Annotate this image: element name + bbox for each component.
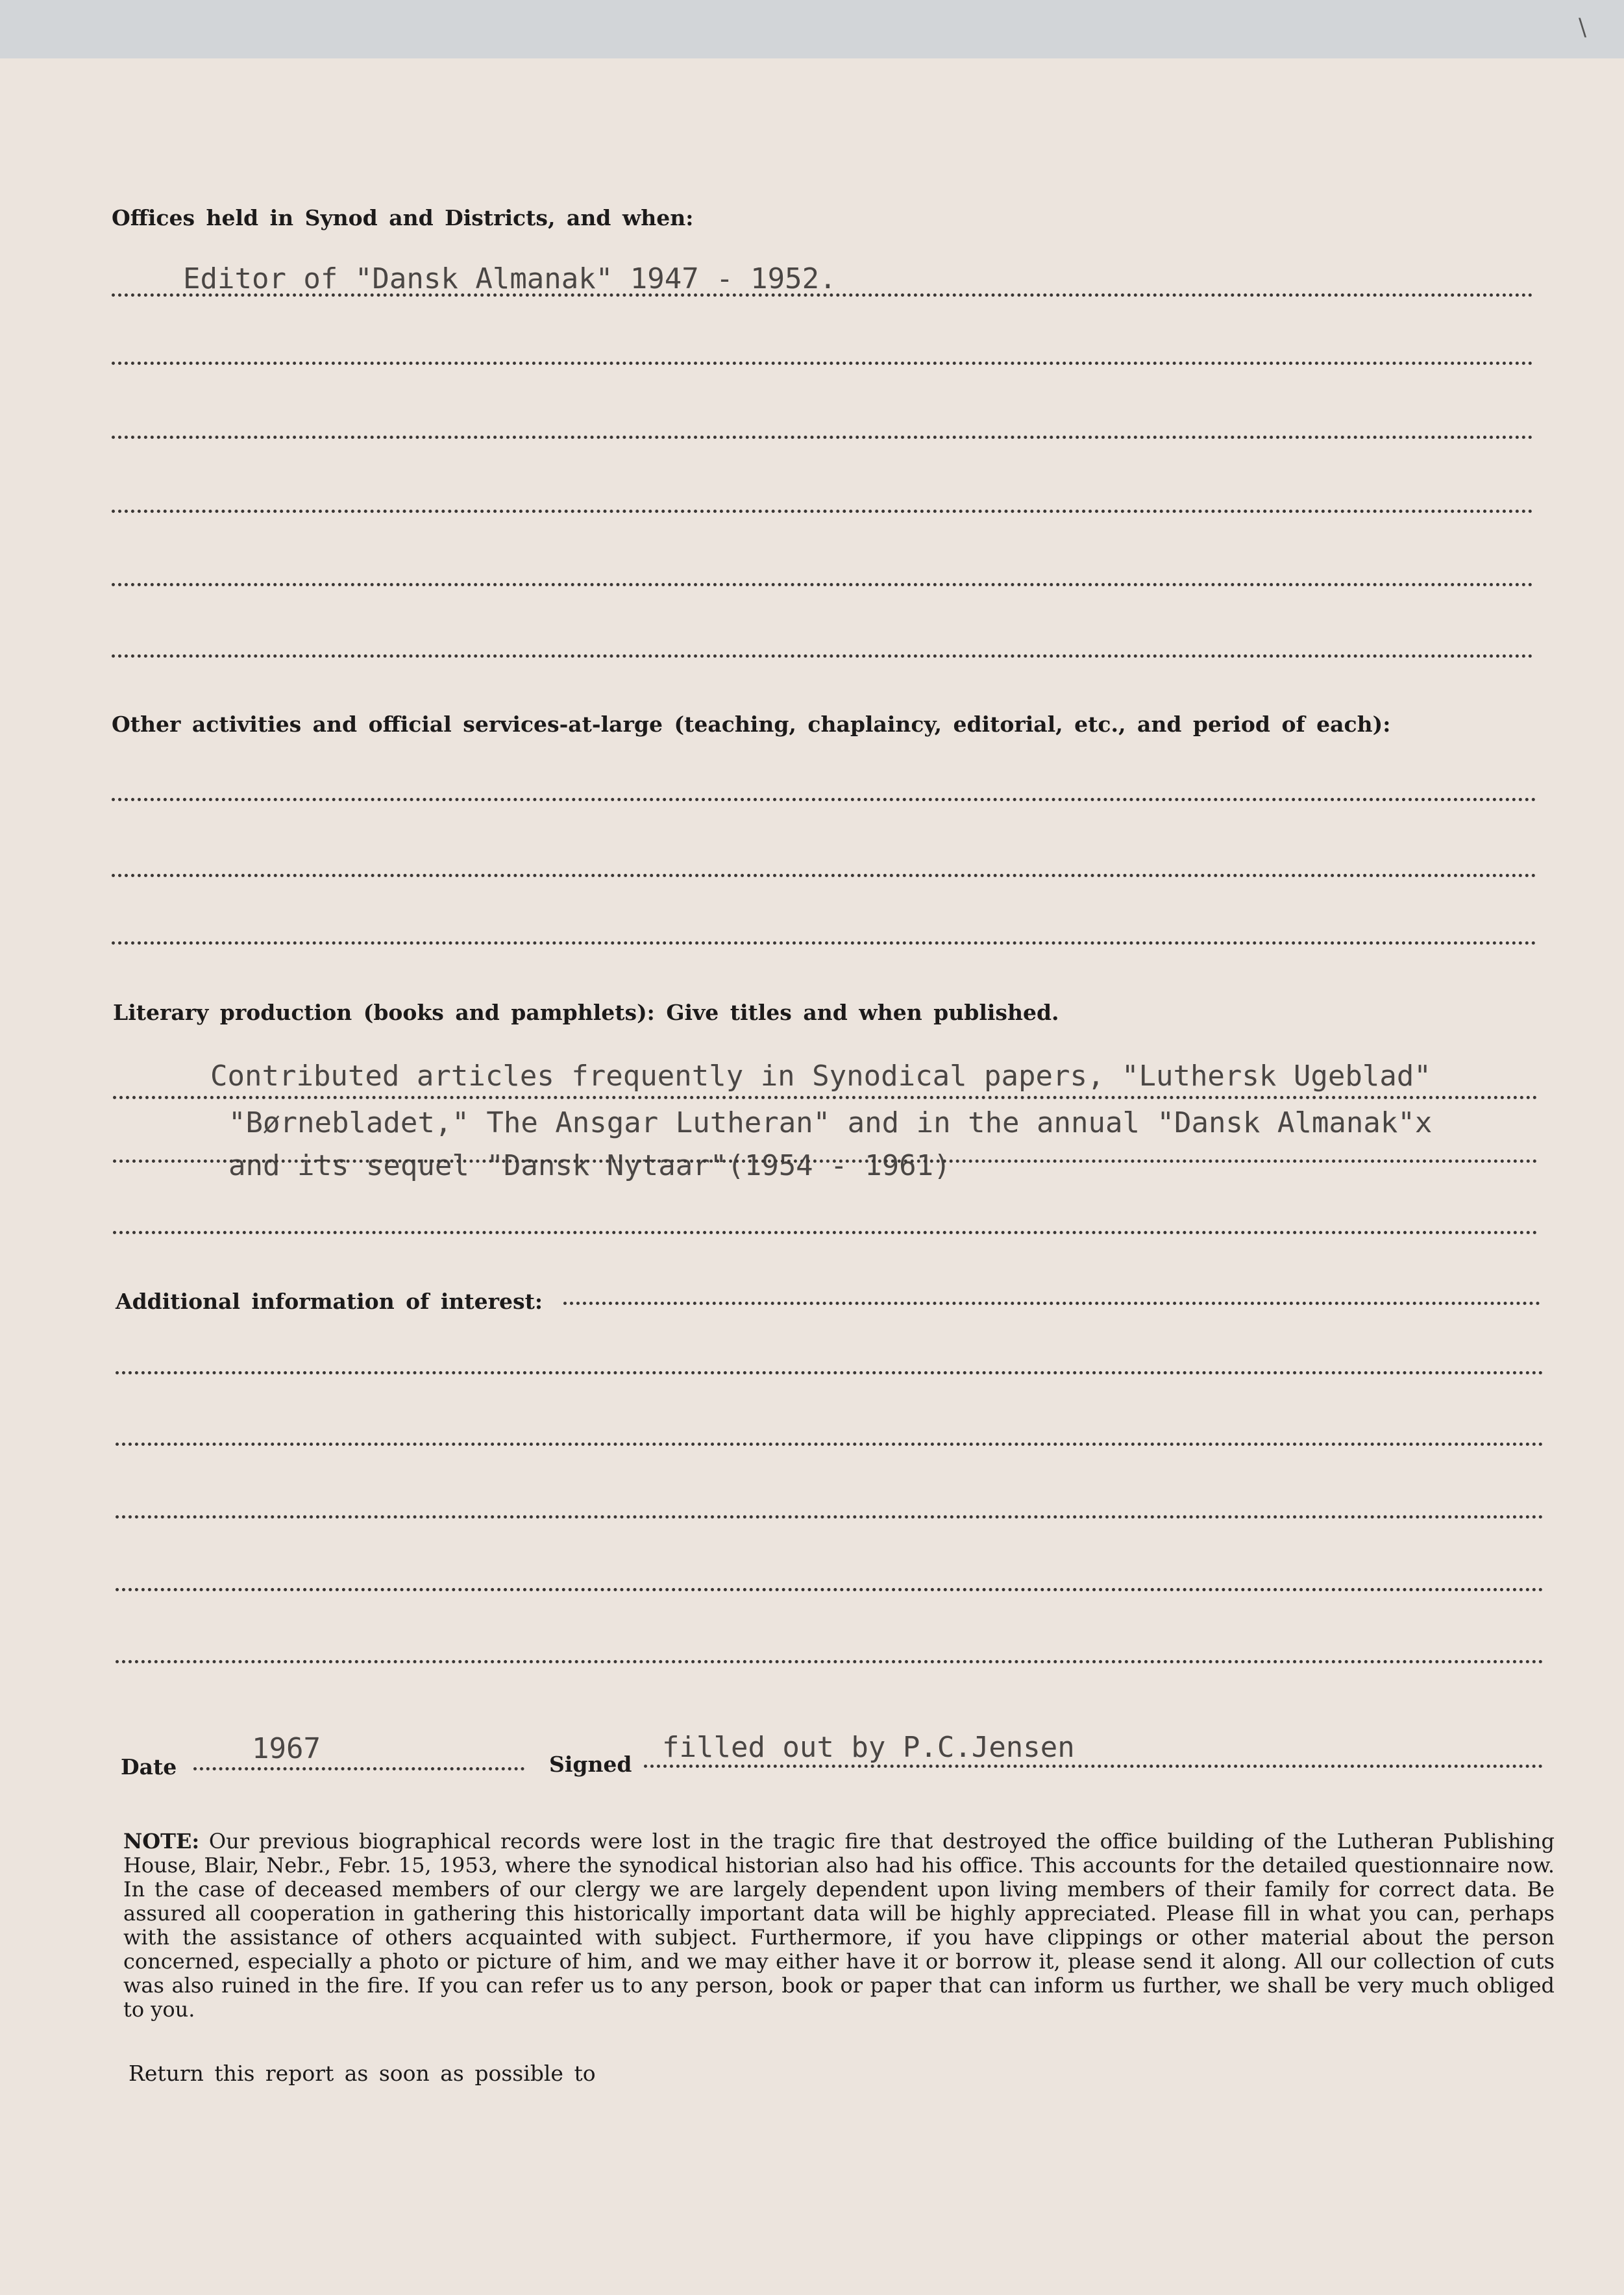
additional-line-2[interactable] [116, 1443, 1544, 1446]
additional-line-1[interactable] [116, 1371, 1544, 1374]
offices-line-2[interactable] [112, 362, 1533, 365]
offices-line-1[interactable] [112, 293, 1533, 297]
literary-line-1[interactable] [113, 1096, 1538, 1099]
corner-mark: \ [1579, 14, 1587, 41]
activities-label: Other activities and official services-at-large (teaching, chaplaincy, editorial, etc., and period of each): [112, 712, 1391, 737]
additional-line-0[interactable] [563, 1302, 1540, 1305]
literary-answer-line-2: "Børnebladet," The Ansgar Lutheran" and in the annual "Dansk Almanak"x [228, 1106, 1433, 1139]
return-text: Return this report as soon as possible to [129, 2061, 596, 2086]
additional-line-4[interactable] [116, 1588, 1544, 1591]
offices-line-3[interactable] [112, 436, 1533, 439]
activities-line-3[interactable] [112, 941, 1536, 945]
date-value: 1967 [252, 1732, 321, 1765]
signed-label: Signed [549, 1752, 632, 1777]
literary-answer-line-1: Contributed articles frequently in Synodical papers, "Luthersk Ugeblad" [210, 1060, 1431, 1093]
additional-label: Additional information of interest: [116, 1289, 543, 1314]
note-text: Our previous biographical records were lost in the tragic fire that destroyed the office building of the Lutheran Publishing House, Blair, Nebr., Febr. 15, 1953, where the synodical historian also had his office. This accounts for the detailed questionnaire now. In the case of deceased members of our clergy we are largely dependent upon living members of their family for correct data. Be assured all cooperation in gathering this historically important data will be highly appreciated. Please fill in what you can, perhaps with the assistance of others acquainted with subject. Furthermore, if you have clippings or other material about the person concerned, especially a photo or picture of him, and we may either have it or borrow it, please send it along. All our collection of cuts was also ruined in the fire. If you can refer us to any person, book or paper that can inform us further, we shall be very much obliged to you. [123, 1829, 1555, 2022]
offices-label: Offices held in Synod and Districts, and when: [112, 205, 694, 230]
scan-background [0, 0, 1624, 58]
date-line[interactable] [193, 1767, 524, 1770]
note-heading: NOTE: [123, 1829, 200, 1854]
literary-answer-line-3: and its sequel "Dansk Nytaar"(1954 - 1961) [228, 1149, 951, 1182]
additional-line-5[interactable] [116, 1660, 1544, 1663]
signed-line[interactable] [644, 1765, 1543, 1768]
offices-answer: Editor of "Dansk Almanak" 1947 - 1952. [183, 262, 837, 295]
activities-line-1[interactable] [112, 798, 1536, 801]
offices-line-5[interactable] [112, 583, 1533, 586]
literary-line-2[interactable] [113, 1160, 1538, 1163]
offices-line-6[interactable] [112, 654, 1533, 658]
date-label: Date [121, 1754, 177, 1780]
note-paragraph [123, 1830, 1555, 2022]
additional-line-3[interactable] [116, 1515, 1544, 1519]
literary-label: Literary production (books and pamphlets): Give titles and when published. [113, 1000, 1059, 1025]
activities-line-2[interactable] [112, 874, 1536, 877]
offices-line-4[interactable] [112, 510, 1533, 513]
literary-line-3[interactable] [113, 1231, 1538, 1234]
signed-value: filled out by P.C.Jensen [662, 1731, 1075, 1764]
